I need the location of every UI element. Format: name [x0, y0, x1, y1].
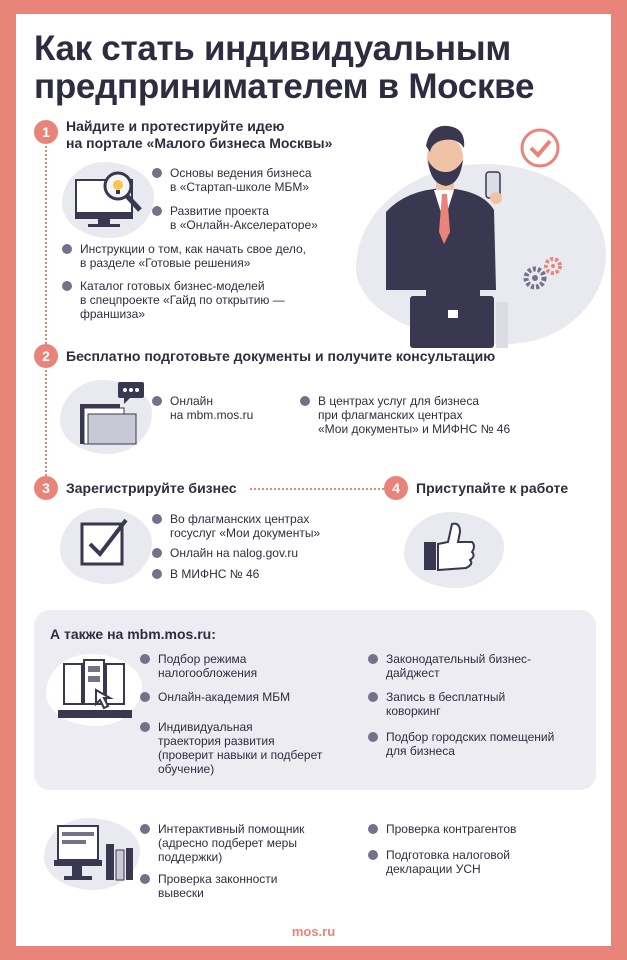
bullet — [368, 850, 378, 860]
list-item: Проверка законности вывески — [140, 872, 350, 900]
list-item: Интерактивный помощник (адресно подберет меры поддержки) — [140, 822, 350, 864]
footer-link[interactable]: mos.ru — [291, 924, 336, 939]
settings-monitor-icon — [54, 650, 140, 722]
bullet — [152, 206, 162, 216]
also-heading: А также на mbm.mos.ru: — [50, 626, 216, 642]
bullet — [140, 692, 150, 702]
bullet — [152, 168, 162, 178]
list-item: Индивидуальная траектория развития (проверит навыки и подберет обучение) — [140, 720, 360, 776]
bullet — [300, 396, 310, 406]
bullet — [368, 692, 378, 702]
step-heading: Бесплатно подготовьте документы и получите консультацию — [66, 348, 496, 364]
bullet — [140, 654, 150, 664]
timeline-line — [45, 370, 47, 476]
step-number: 2 — [34, 344, 58, 368]
list-item: Онлайн-академия МБМ — [140, 690, 340, 704]
bullet — [140, 874, 150, 884]
businessman-illustration — [346, 112, 606, 352]
bullet — [152, 514, 162, 524]
list-item: Проверка контрагентов — [368, 822, 588, 836]
list-item: Развитие проекта в «Онлайн-Акселераторе» — [152, 204, 372, 232]
bullet — [368, 654, 378, 664]
page-title: Как стать индивидуальным предпринимателем в Москве — [34, 29, 535, 106]
list-item: Подбор городских помещений для бизнеса — [368, 730, 588, 758]
bullet — [152, 548, 162, 558]
timeline-line — [45, 146, 47, 348]
checkbox-icon — [76, 514, 136, 574]
bullet — [368, 732, 378, 742]
list-item: Каталог готовых бизнес-моделей в спецпроекте «Гайд по открытию — франшиза» — [62, 279, 362, 321]
list-item: Основы ведения бизнеса в «Стартап-школе МБМ» — [152, 166, 372, 194]
gear-icon — [526, 259, 560, 287]
list-item: Запись в бесплатный коворкинг — [368, 690, 588, 718]
list-item: Подбор режима налогообложения — [140, 652, 340, 680]
list-item: Онлайн на nalog.gov.ru — [152, 546, 372, 560]
bullet — [152, 396, 162, 406]
bullet — [62, 244, 72, 254]
infographic-page — [16, 14, 611, 946]
timeline-line — [250, 488, 384, 490]
list-item: В МИФНС № 46 — [152, 567, 372, 581]
step-number: 3 — [34, 476, 58, 500]
step-number: 1 — [34, 120, 58, 144]
step-number: 4 — [384, 476, 408, 500]
computer-books-icon — [52, 820, 142, 886]
bullet — [140, 824, 150, 834]
step-heading: Найдите и протестируйте идею на портале «Малого бизнеса Москвы» — [66, 118, 333, 151]
check-circle-icon — [522, 130, 558, 166]
list-item: Законодательный бизнес- дайджест — [368, 652, 588, 680]
bullet — [152, 569, 162, 579]
list-item: Онлайн на mbm.mos.ru — [152, 394, 292, 422]
list-item: Подготовка налоговой декларации УСН — [368, 848, 588, 876]
bullet — [62, 281, 72, 291]
step-heading: Зарегистрируйте бизнес — [66, 480, 237, 496]
folder-chat-icon — [74, 380, 154, 446]
list-item: Во флагманских центрах госуслуг «Мои документы» — [152, 512, 372, 540]
list-item: В центрах услуг для бизнеса при флагманских центрах «Мои документы» и МИФНС № 46 — [300, 394, 580, 436]
idea-monitor-icon — [74, 166, 152, 230]
bullet — [140, 722, 150, 732]
bullet — [368, 824, 378, 834]
list-item: Инструкции о том, как начать свое дело, в разделе «Готовые решения» — [62, 242, 362, 270]
step-heading: Приступайте к работе — [416, 480, 569, 496]
thumbs-up-icon — [420, 518, 480, 576]
